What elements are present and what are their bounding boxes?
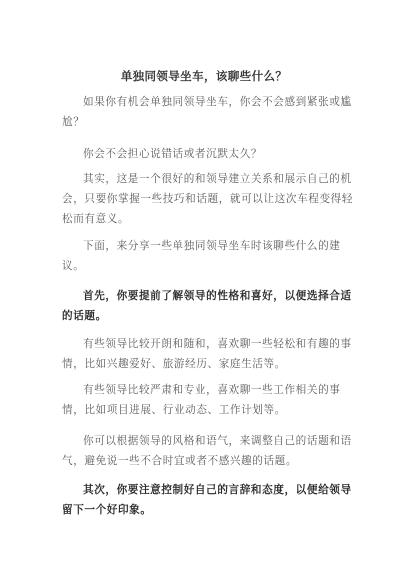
paragraph-suggestions-intro: 下面，来分享一些单独同领导坐车时该聊些什么的建议。 <box>62 240 341 272</box>
paragraph-intro-question: 如果你有机会单独同领导坐车，你会不会感到紧张或尴尬？ <box>62 96 352 128</box>
paragraph-worry-question: 你会不会担心说错话或者沉默太久？ <box>83 148 263 160</box>
paragraph-second-point: 其次，你要注意控制好自己的言辞和态度，以便给领导留下一个好印象。 <box>62 484 352 516</box>
paragraph-first-point: 首先，你要提前了解领导的性格和喜好，以便选择合适的话题。 <box>62 290 352 322</box>
paragraph-adjust-topics: 你可以根据领导的风格和语气，来调整自己的话题和语气，避免说一些不合时宜或者不感兴趣的话题。 <box>62 435 352 467</box>
paragraph-serious-leaders: 有些领导比较严肃和专业，喜欢聊一些工作相关的事情，比如项目进展、行业动态、工作计划等。 <box>62 384 341 416</box>
document-title: 单独同领导坐车，该聊些什么？ <box>120 69 288 83</box>
paragraph-opportunity: 其实，这是一个很好的和领导建立关系和展示自己的机会，只要你掌握一些技巧和话题，就可以让这次车程变得轻松而有意义。 <box>62 173 354 225</box>
paragraph-casual-leaders: 有些领导比较开朗和随和，喜欢聊一些轻松和有趣的事情，比如兴趣爱好、旅游经历、家庭生活等。 <box>62 338 352 370</box>
